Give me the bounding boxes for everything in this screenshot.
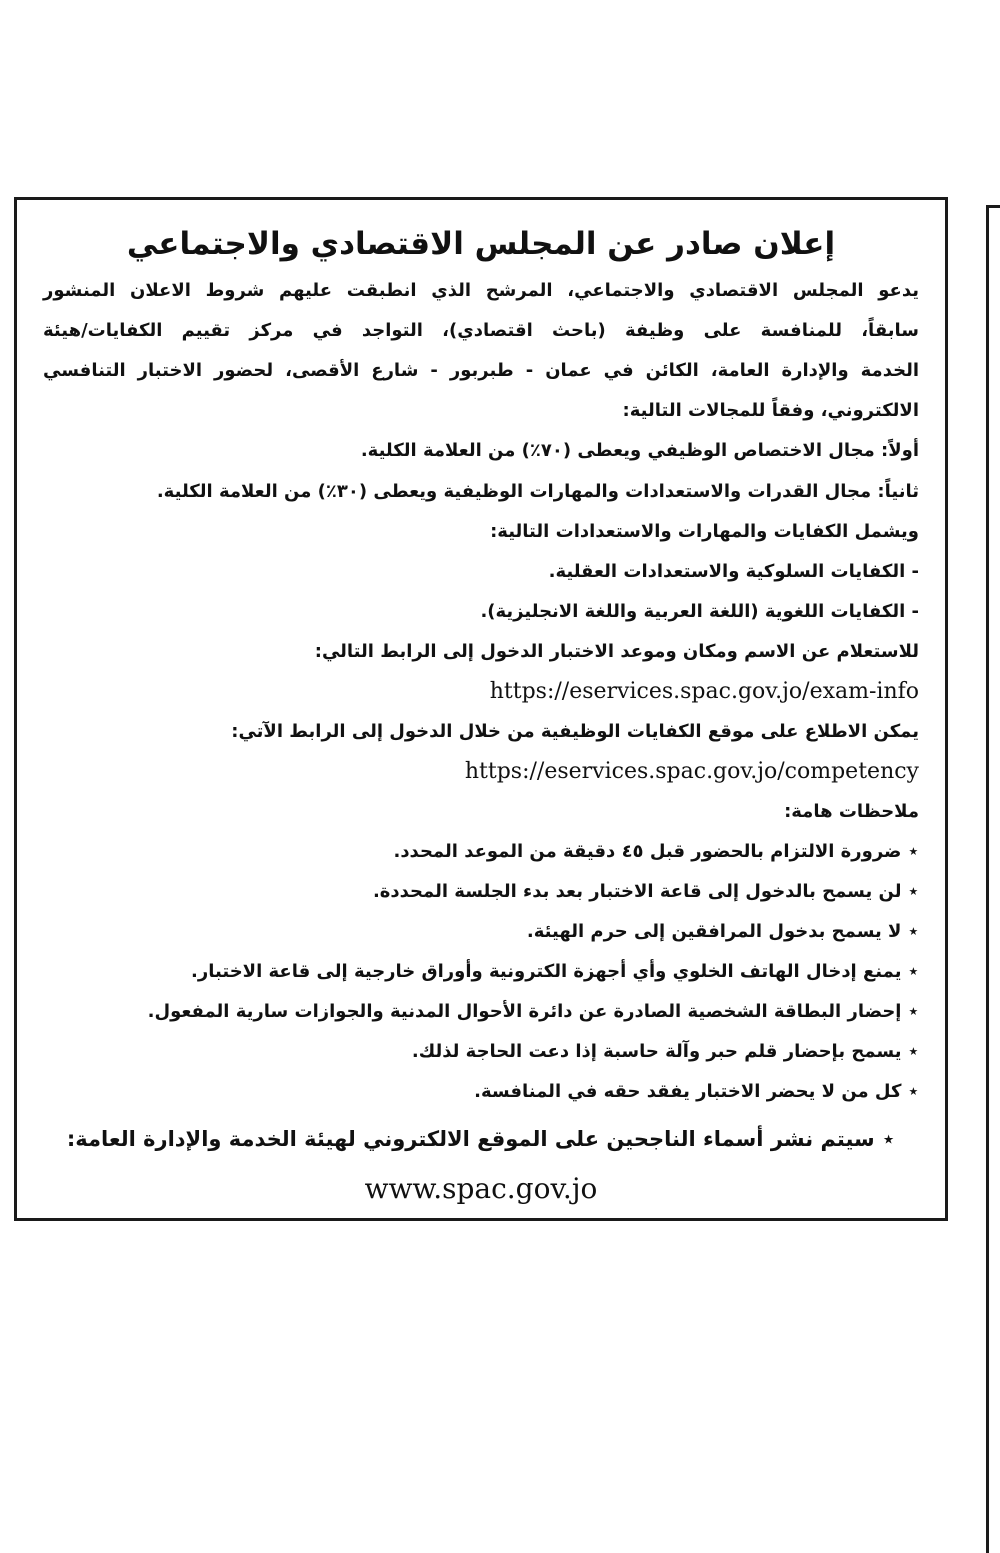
notes-heading: ملاحظات هامة: [784, 801, 919, 822]
note-item-3: ⋆ لا يسمح بدخول المرافقين إلى حرم الهيئة. [526, 921, 919, 942]
intro-line-2: سابقاً، للمنافسة على وظيفة (باحث اقتصادي)، التواجد في مركز تقييم الكفايات/هيئة [43, 320, 919, 341]
field-second: ثانياً: مجال القدرات والاستعدادات والمهارات الوظيفية ويعطى (٣٠٪) من العلامة الكلية. [156, 481, 919, 502]
field-first: أولاً: مجال الاختصاص الوظيفي ويعطى (٧٠٪) من العلامة الكلية. [360, 440, 919, 461]
inquiry-text: للاستعلام عن الاسم ومكان وموعد الاختبار الدخول إلى الرابط التالي: [314, 641, 919, 662]
note-item-7: ⋆ كل من لا يحضر الاختبار يفقد حقه في المنافسة. [474, 1081, 919, 1102]
note-item-2: ⋆ لن يسمح بالدخول إلى قاعة الاختبار بعد بدء الجلسة المحددة. [372, 881, 919, 902]
announcement-title: إعلان صادر عن المجلس الاقتصادي والاجتماعي [126, 226, 836, 262]
intro-line-1: يدعو المجلس الاقتصادي والاجتماعي، المرشح الذي انطبقت عليهم شروط الاعلان المنشور [43, 280, 919, 301]
page-column-rule-top [986, 205, 1000, 208]
note-item-5: ⋆ إحضار البطاقة الشخصية الصادرة عن دائرة الأحوال المدنية والجوازات سارية المفعول. [147, 1001, 919, 1022]
note-item-4: ⋆ يمنع إدخال الهاتف الخلوي وأي أجهزة الكترونية وأوراق خارجية إلى قاعة الاختبار. [191, 961, 919, 982]
includes-item-1: - الكفايات السلوكية والاستعدادات العقلية. [548, 561, 919, 582]
competency-text: يمكن الاطلاع على موقع الكفايات الوظيفية من خلال الدخول إلى الرابط الآتي: [231, 721, 919, 742]
competency-url[interactable]: https://eservices.spac.gov.jo/competency [464, 759, 919, 784]
includes-item-2: - الكفايات اللغوية (اللغة العربية واللغة الانجليزية). [480, 601, 919, 622]
page-column-rule [986, 205, 989, 1553]
announcement-box [14, 197, 948, 1221]
note-item-1: ⋆ ضرورة الالتزام بالحضور قبل ٤٥ دقيقة من الموعد المحدد. [393, 841, 919, 862]
note-item-6: ⋆ يسمح بإحضار قلم حبر وآلة حاسبة إذا دعت الحاجة لذلك. [411, 1041, 919, 1062]
inquiry-url[interactable]: https://eservices.spac.gov.jo/exam-info [489, 679, 919, 704]
intro-line-4: الالكتروني، وفقاً للمجالات التالية: [622, 400, 919, 421]
intro-line-3: الخدمة والإدارة العامة، الكائن في عمان - طبربور - شارع الأقصى، لحضور الاختبار التنافسي [43, 360, 919, 381]
website-url[interactable]: www.spac.gov.jo [364, 1172, 598, 1205]
includes-heading: ويشمل الكفايات والمهارات والاستعدادات التالية: [490, 521, 919, 542]
publish-note: ⋆ سيتم نشر أسماء الناجحين على الموقع الالكتروني لهيئة الخدمة والإدارة العامة: [66, 1127, 896, 1151]
